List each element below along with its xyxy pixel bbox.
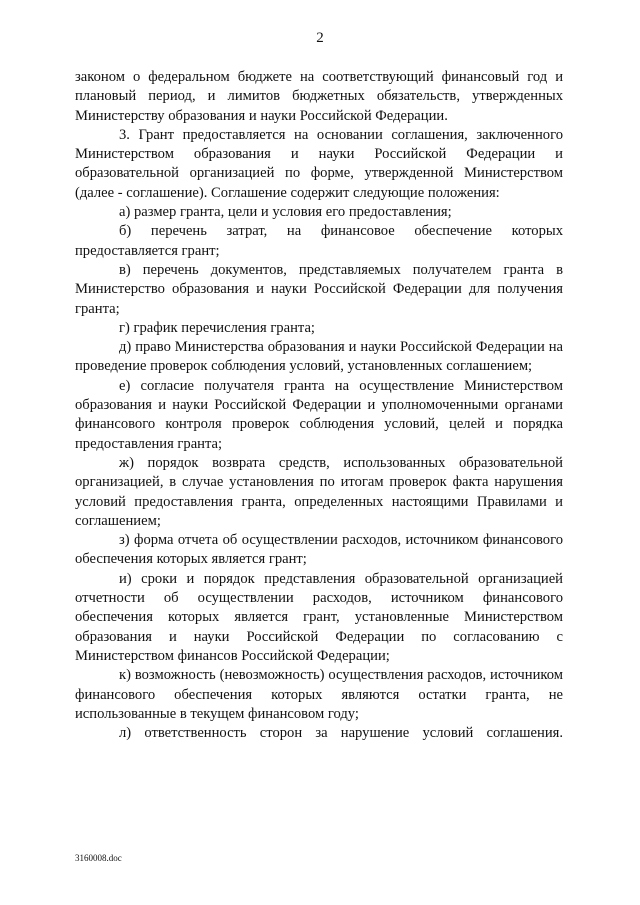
paragraph-clause-3: 3. Грант предоставляется на основании соглашения, заключенного Министерством образования и науки Российской Федерации и образовательной организацией по форме, утвержденной Министерством (далее - соглашение). Соглашение содержит следующие положения: xyxy=(75,126,563,201)
document-body xyxy=(75,68,563,743)
list-item-a: а) размер гранта, цели и условия его предоставления; xyxy=(119,204,452,221)
page-number: 2 xyxy=(316,30,324,46)
list-item-e: е) согласие получателя гранта на осуществление Министерством образования и науки Российской Федерации и уполномоченными органами финансового контроля проверок соблюдения условий, целей и порядка предоставления гранта; xyxy=(75,377,563,452)
list-item-v: в) перечень документов, представляемых получателем гранта в Министерство образования и науки Российской Федерации для получения гранта; xyxy=(75,261,563,317)
list-item-b: б) перечень затрат, на финансовое обеспечение которых предоставляется грант; xyxy=(75,223,563,259)
list-item-d: д) право Министерства образования и науки Российской Федерации на проведение проверок соблюдения условий, установленных соглашением; xyxy=(75,339,563,375)
footer-filename: 3160008.doc xyxy=(75,853,122,863)
list-item-z: з) форма отчета об осуществлении расходов, источником финансового обеспечения которых является грант; xyxy=(75,532,563,568)
list-item-zh: ж) порядок возврата средств, использованных образовательной организацией, в случае установления по итогам проверок факта нарушения условий предоставления гранта, определенных настоящими Правилами и соглашением; xyxy=(75,454,563,529)
list-item-g: г) график перечисления гранта; xyxy=(119,319,315,336)
list-item-l: л) ответственность сторон за нарушение условий соглашения. xyxy=(119,725,563,742)
list-item-i: и) сроки и порядок представления образовательной организацией отчетности об осуществлении расходов, источником финансового обеспечения которых является грант, установленные Министерством образования и науки Российской Федерации по согласованию с Министерством финансов Российской Федерации; xyxy=(75,570,563,664)
list-item-k: к) возможность (невозможность) осуществления расходов, источником финансового обеспечения которых являются остатки гранта, не использованные в текущем финансовом году; xyxy=(75,667,563,722)
paragraph-continuation: законом о федеральном бюджете на соответствующий финансовый год и плановый период, и лимитов бюджетных обязательств, утвержденных Министерству образования и науки Российской Федерации. xyxy=(75,69,563,124)
